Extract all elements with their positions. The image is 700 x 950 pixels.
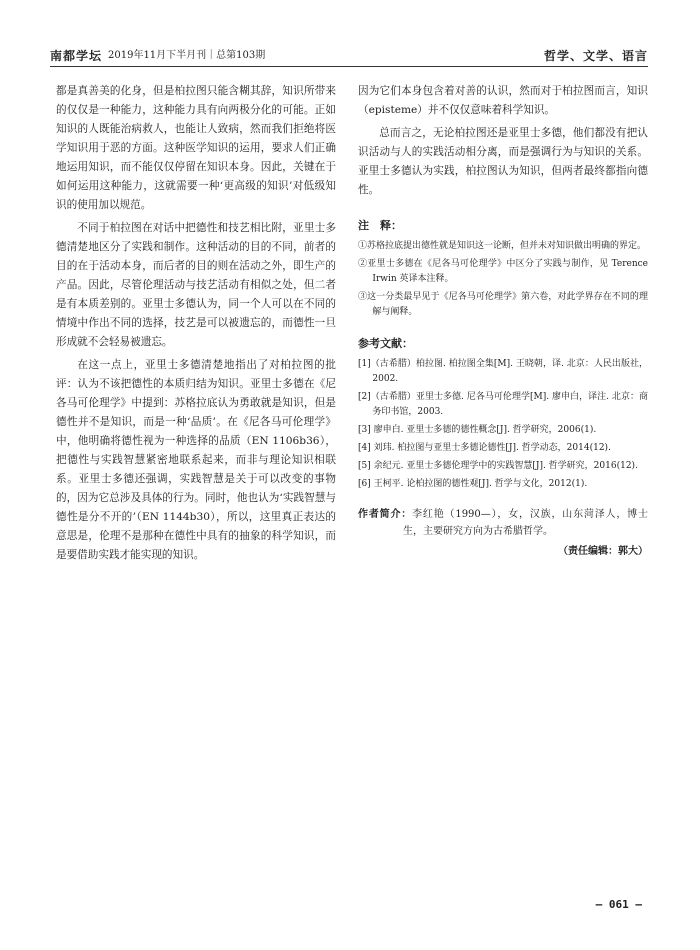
note-item: ①苏格拉底提出德性就是知识这一论断，但并未对知识做出明确的界定。: [358, 241, 647, 251]
author-bio: [358, 506, 648, 540]
paragraph: 不同于柏拉图在对话中把德性和技艺相比附，亚里士多德清楚地区分了实践和制作。这种活动的目的不同，前者的目的在于活动本身，而后者的目的则在活动之外，即生产的产品。因此，尽管伦理活动与技艺活动有相似之处，但二者是有本质差别的。亚里士多德认为，同一个人可以在不同的情境中作出不同的选择，技艺是可以被遗忘的，而德性一旦形成就不会轻易被遗忘。: [56, 222, 336, 348]
author-text: 李红艳（1990—），女，汉族，山东菏泽人，博士生，主要研究方向为古希腊哲学。: [403, 509, 649, 537]
page-number: — 061 —: [595, 898, 642, 911]
reference-item: [5] 余纪元. 亚里士多德伦理学中的实践智慧[J]. 哲学研究，2016(12).: [358, 461, 638, 471]
note-item: ③这一分类最早见于《尼各马可伦理学》第六卷，对此学界存在不同的理解与阐释。: [358, 292, 648, 317]
reference-item: [3] 廖申白. 亚里士多德的德性概念[J]. 哲学研究，2006(1).: [358, 425, 597, 435]
reference-item: [6] 王柯平. 论柏拉图的德性观[J]. 哲学与文化，2012(1).: [358, 479, 588, 489]
left-column: [56, 82, 336, 569]
journal-logo: 南都学坛: [50, 49, 103, 63]
issue-info: 2019年11月下半月刊｜总第103期: [108, 50, 266, 61]
notes-title: 注 释：: [358, 219, 402, 232]
responsible-editor: （责任编辑：郭大）: [558, 546, 648, 557]
paragraph: 都是真善美的化身，但是柏拉图只能含糊其辞，知识所带来的仅仅是一种能力，这种能力具有向两极分化的可能。正如知识的人既能治病救人，也能让人致病，然而我们拒绝将医学知识用于恶的方面。这种医学知识的运用，要求人们正确地运用知识，而不能仅仅停留在知识本身。因此，关键在于如何运用这种能力，这就需要一种‘更高级的知识’对低级知识的使用加以规范。: [56, 85, 336, 211]
paragraph: 总而言之，无论柏拉图还是亚里士多德，他们都没有把认识活动与人的实践活动相分离，而是强调行为与知识的关系。亚里士多德认为实践，柏拉图认为知识，但两者最终都指向德性。: [358, 127, 648, 196]
reference-item: [1]（古希腊）柏拉图. 柏拉图全集[M]. 王晓朝，译. 北京：人民出版社，2002.: [358, 359, 648, 384]
page-header: [50, 46, 648, 67]
note-item: ②亚里士多德在《尼各马可伦理学》中区分了实践与制作，见 Terence Irwin 英译本注释。: [358, 259, 648, 284]
reference-item: [2]（古希腊）亚里士多德. 尼各马可伦理学[M]. 廖申白，译注. 北京：商务印书馆，2003.: [358, 392, 648, 417]
reference-item: [4] 刘玮. 柏拉图与亚里士多德论德性[J]. 哲学动态，2014(12).: [358, 443, 611, 453]
author-label: 作者简介：: [358, 509, 413, 520]
section-title: 哲学、文学、语言: [543, 49, 648, 63]
references-title: 参考文献：: [358, 337, 413, 350]
paragraph: 因为它们本身包含着对善的认识，然而对于柏拉图而言，知识（episteme）并不仅仅意味着科学知识。: [358, 85, 648, 116]
right-column: [358, 82, 648, 561]
paragraph: 在这一点上，亚里士多德清楚地指出了对柏拉图的批评：认为不该把德性的本质归结为知识。亚里士多德在《尼各马可伦理学》中提到：苏格拉底认为勇敢就是知识，但是德性并不是知识，而是一种‘品质’。在《尼各马可伦理学》中，他明确将德性视为一种选择的品质（EN 1106b36），把德性与实践智慧紧密地联系起来，而非与理论知识相联系。亚里士多德还强调，实践智慧是关于可以改变的事物的，因为它总涉及具体的行为。同时，他也认为‘实践智慧与德性是分不开的’（EN 1144b30），所以，这里真正表达的意思是，伦理不是那种在德性中具有的抽象的科学知识，而是要借助实践才能实现的知识。: [56, 359, 336, 561]
